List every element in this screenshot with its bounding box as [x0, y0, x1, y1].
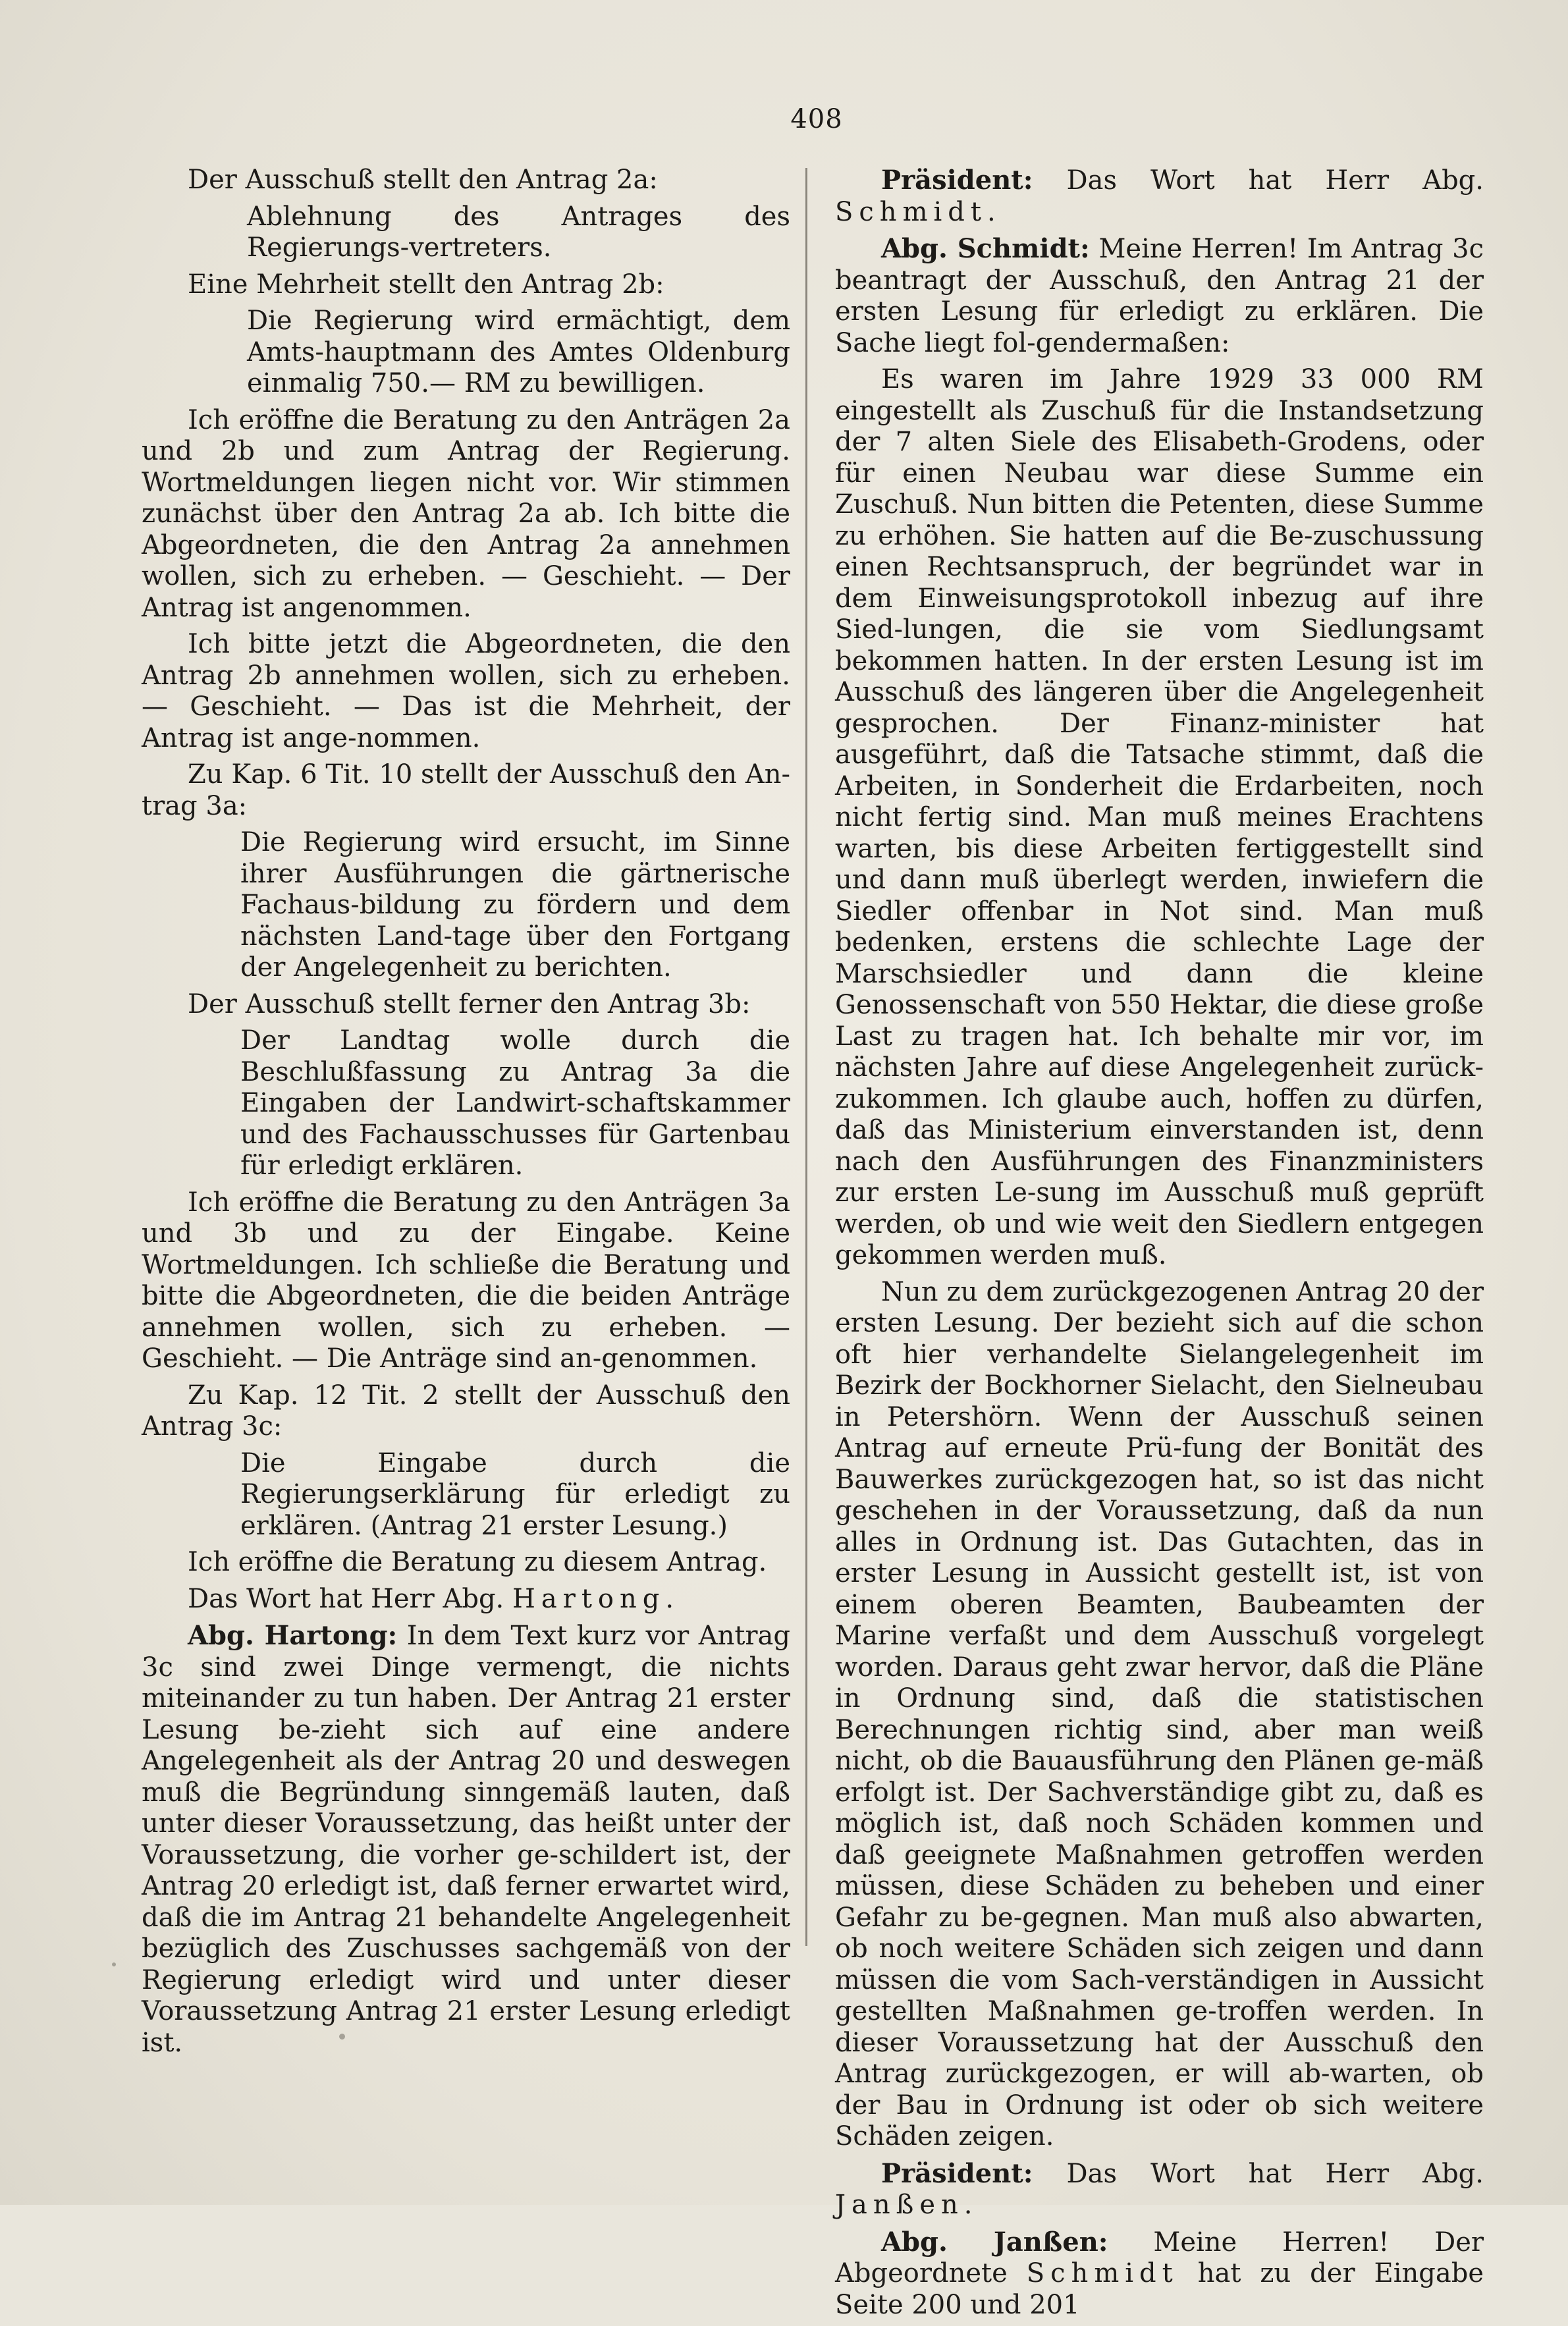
paragraph: Zu Kap. 12 Tit. 2 stellt der Ausschuß den Antrag 3c: [142, 1380, 790, 1442]
quoted-motion: Die Regierung wird ersucht, im Sinne ihrer Ausführungen die gärtnerische Fachaus-bildung zu fördern und dem nächsten Land-tage über den Fortgang der Angelegenheit zu berichten. [240, 827, 790, 983]
paragraph: Der Ausschuß stellt ferner den Antrag 3b: [188, 988, 751, 1019]
paragraph: Es waren im Jahre 1929 33 000 RM eingestellt als Zuschuß für die Instandsetzung der 7 alten Siele des Elisabeth-Grodens, oder für einen Neubau war diese Summe ein Zuschuß. Nun bitten die Petenten, diese Summe zu erhöhen. Sie hatten auf die Be-zuschussung einen Rechtsanspruch, der begründet war in dem Einweisungsprotokoll inbezug auf ihre Sied-lungen, die sie vom Siedlungsamt bekommen hatten. In der ersten Lesung ist im Ausschuß des längeren über die Angelegenheit gesprochen. Der Finanz-minister hat ausgeführt, daß die Tatsache stimmt, daß die Arbeiten, in Sonderheit die Erdarbeiten, noch nicht fertig sind. Man muß meines Erachtens warten, bis diese Arbeiten fertiggestellt sind und dann muß überlegt werden, inwiefern die Siedler offenbar in Not sind. Man muß bedenken, erstens die schlechte Lage der Marschsiedler und dann die kleine Genossenschaft von 550 Hektar, die diese große Last zu tragen hat. Ich behalte mir vor, im nächsten Jahre auf diese Angelegenheit zurück-zukommen. Ich glaube auch, hoffen zu dürfen, daß das Ministerium einverstanden ist, denn nach den Ausführungen des Finanzministers zur ersten Le-sung im Ausschuß muß geprüft werden, ob und wie weit den Siedlern entgegen gekommen werden muß. [835, 364, 1484, 1270]
paragraph: Eine Mehrheit stellt den Antrag 2b: [188, 269, 664, 300]
speaker-name: Janßen. [835, 2190, 979, 2220]
paragraph: Nun zu dem zurückgezogenen Antrag 20 der ersten Lesung. Der bezieht sich auf die schon oft hier verhandelte Sielangelegenheit im Bezirk der Bockhorner Sielacht, den Sielneubau in Petershörn. Wenn der Ausschuß seinen Antrag auf erneute Prü-fung der Bonität des Bauwerkes zurückgezogen hat, so ist das nicht geschehen in der Voraussetzung, daß da nun alles in Ordnung ist. Das Gutachten, das in erster Lesung in Aussicht gestellt ist, ist von einem oberen Beamten, Baubeamten der Marine verfaßt und dem Ausschuß vorgelegt worden. Daraus geht zwar hervor, daß die Pläne in Ordnung sind, daß die statistischen Berechnungen richtig sind, aber man weiß nicht, ob die Bauausführung den Plänen ge-mäß erfolgt ist. Der Sachverständige gibt zu, daß es möglich ist, daß noch Schäden kommen und daß geeignete Maßnahmen getroffen werden müssen, diese Schäden zu beheben und einer Gefahr zu be-gegnen. Man muß also abwarten, ob noch weitere Schäden sich zeigen und dann müssen die vom Sach-verständigen in Aussicht gestellten Maßnahmen ge-troffen werden. In dieser Voraussetzung hat der Ausschuß den Antrag zurückgezogen, er will ab-warten, ob der Bau in Ordnung ist oder ob sich weitere Schäden zeigen. [835, 1276, 1484, 2151]
paragraph [835, 2158, 1484, 2221]
speaker-name: Schmidt. [835, 196, 1002, 227]
speech-intro: Das Wort hat Herr Abg. [1066, 2158, 1484, 2189]
speech-text: Meine Herren! Der Abgeordnete [835, 2227, 1484, 2288]
paragraph: Ich bitte jetzt die Abgeordneten, die den Antrag 2b annehmen wollen, sich zu erheben. — Geschieht. — Das ist die Mehrheit, der Antrag ist ange-nommen. [142, 629, 790, 753]
speaker-label: Abg. Hartong: [188, 1620, 398, 1651]
speech-paragraph [142, 1620, 790, 2059]
right-column [835, 165, 1484, 2326]
paragraph [835, 165, 1484, 228]
speaker-label: Abg. Schmidt: [881, 233, 1090, 264]
column-divider [805, 168, 807, 1946]
quoted-motion: Die Regierung wird ermächtigt, dem Amts-hauptmann des Amtes Oldenburg einmalig 750.— RM zu bewilligen. [247, 306, 790, 398]
print-speck [112, 1962, 116, 1966]
paragraph: Ich eröffne die Beratung zu den Anträgen 3a und 3b und zu der Eingabe. Keine Wortmeldungen. Ich schließe die Beratung und bitte die Abgeordneten, die die beiden Anträge annehmen wollen, sich zu erheben. — Geschieht. — Die Anträge sind an-genommen. [142, 1187, 790, 1374]
speaker-name: Schmidt [1026, 2258, 1179, 2288]
paragraph: Ich eröffne die Beratung zu den Anträgen 2a und 2b und zum Antrag der Regierung. Wortmeldungen liegen nicht vor. Wir stimmen zunächst über den Antrag 2a ab. Ich bitte die Abgeordneten, die den Antrag 2a annehmen wollen, sich zu erheben. — Geschieht. — Der Antrag ist angenommen. [142, 404, 790, 623]
paragraph [142, 1584, 790, 1615]
speech-text: hat zu der Eingabe Seite 200 und 201 [835, 2258, 1484, 2320]
quoted-motion: Die Eingabe durch die Regierungserklärung für erledigt zu erklären. (Antrag 21 erster Lesung.) [240, 1447, 790, 1541]
paragraph: Zu Kap. 6 Tit. 10 stellt der Ausschuß den An-trag 3a: [142, 759, 790, 821]
speech-text: Meine Herren! Im Antrag 3c beantragt der Ausschuß, den Antrag 21 der ersten Lesung für erledigt zu erklären. Die Sache liegt fol-gendermaßen: [835, 234, 1484, 358]
speech-intro: Das Wort hat Herr Abg. [1066, 165, 1484, 196]
paragraph: Der Ausschuß stellt den Antrag 2a: [188, 165, 658, 195]
paragraph: Ich eröffne die Beratung zu diesem Antrag. [188, 1547, 767, 1577]
speaker-label: Abg. Janßen: [881, 2226, 1108, 2258]
speech-paragraph [835, 2227, 1484, 2321]
speech-intro: Das Wort hat Herr Abg. [188, 1583, 504, 1614]
speech-text: In dem Text kurz vor Antrag 3c sind zwei Dinge vermengt, die nichts miteinander zu tun haben. Der Antrag 21 erster Lesung be-zieht sich auf eine andere Angelegenheit als der Antrag 20 und deswegen muß die Begründung sinngemäß lauten, daß unter dieser Voraussetzung, das heißt unter der Voraussetzung, die vorher ge-schildert ist, der Antrag 20 erledigt ist, daß ferner erwartet wird, daß die im Antrag 21 behandelte Angelegenheit bezüglich des Zuschusses sachgemäß von der Regierung erledigt wird und unter dieser Voraussetzung Antrag 21 erster Lesung erledigt ist. [142, 1621, 791, 2058]
speaker-name: Hartong. [512, 1583, 680, 1614]
speech-paragraph [835, 233, 1484, 359]
quoted-motion: Der Landtag wolle durch die Beschlußfassung zu Antrag 3a die Eingaben der Landwirt-schaftskammer und des Fachausschusses für Gartenbau für erledigt erklären. [240, 1025, 790, 1181]
left-column [142, 165, 790, 2064]
speaker-label: Präsident: [881, 165, 1033, 196]
quoted-motion: Ablehnung des Antrages des Regierungs-vertreters. [247, 201, 790, 263]
page-number: 408 [790, 104, 843, 134]
speaker-label: Präsident: [881, 2157, 1033, 2189]
print-speck [339, 2034, 345, 2040]
